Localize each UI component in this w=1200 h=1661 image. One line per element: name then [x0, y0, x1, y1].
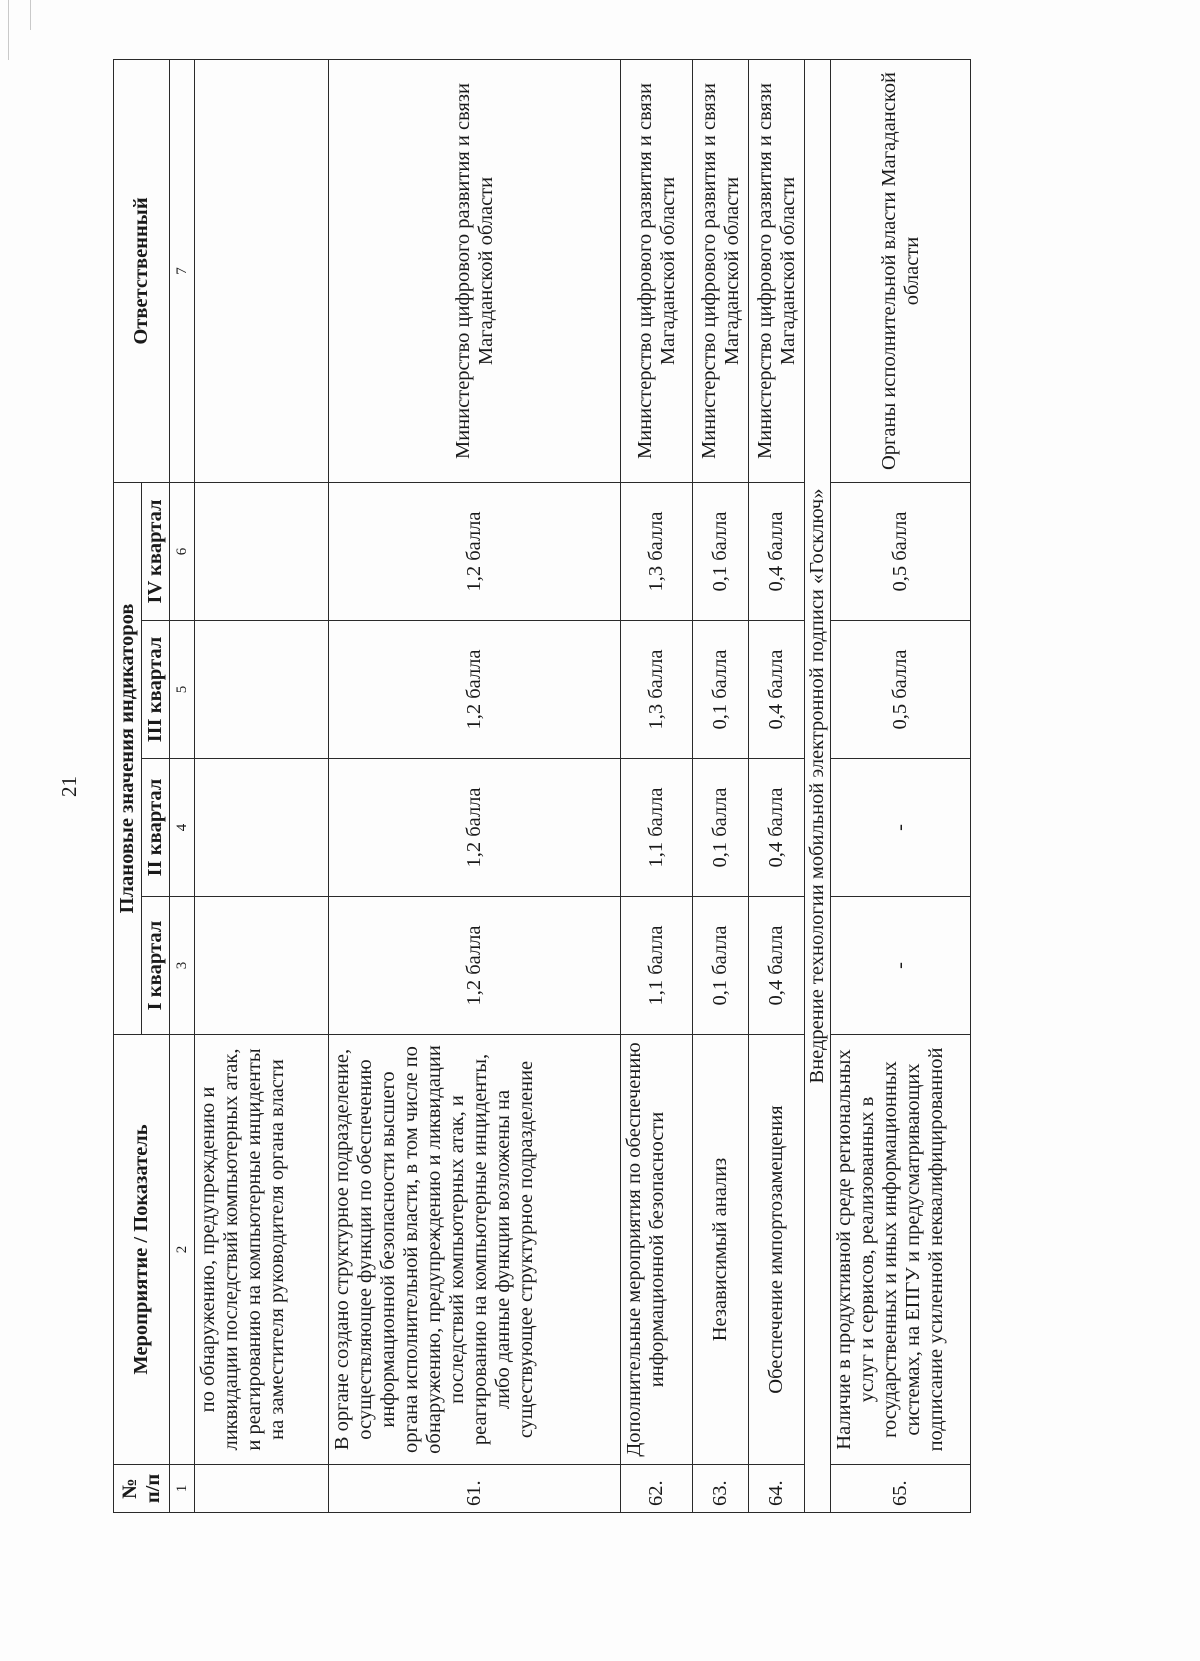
header-number: № п/п [114, 1465, 170, 1513]
header-responsible: Ответственный [114, 60, 170, 483]
row-q2: - [831, 759, 971, 897]
column-number: 5 [170, 621, 195, 759]
row-q1: - [831, 897, 971, 1035]
table-row [831, 60, 971, 1513]
header-plan-values: Плановые значения индикаторов [114, 483, 142, 1035]
row-q3: 0,5 балла [831, 621, 971, 759]
row-q3: 1,3 балла [621, 621, 693, 759]
row-responsible: Министерство цифрового развития и связи Магаданской области [329, 60, 621, 483]
row-q4: 1,2 балла [329, 483, 621, 621]
row-q3: 1,2 балла [329, 621, 621, 759]
row-q3: 0,4 балла [749, 621, 805, 759]
column-number: 6 [170, 483, 195, 621]
row-number: 63. [693, 1465, 749, 1513]
column-numbers-row [170, 60, 195, 1513]
row-q4: 0,5 балла [831, 483, 971, 621]
row-q1: 0,1 балла [693, 897, 749, 1035]
table-row [195, 60, 329, 1513]
row-event: Наличие в продуктивной среде региональных услуг и сервисов, реализованных в государственных и иных информационных системах, на ЕПГУ и предусматривающих подписание усиленной неквалифицированной [831, 1035, 971, 1465]
row-event: В органе создано структурное подразделение, осуществляющее функции по обеспечению информационной безопасности высшего органа исполнительной власти, в том числе по обнаружению, предупреждению и ликвидации последствий компьютерных атак, и реагированию на компьютерные инциденты, либо данные функции возложены на существующее структурное подразделение [329, 1035, 621, 1465]
row-q2 [195, 759, 329, 897]
row-q4: 1,3 балла [621, 483, 693, 621]
header-q3: III квартал [142, 621, 170, 759]
row-responsible: Министерство цифрового развития и связи Магаданской области [693, 60, 749, 483]
header-q2: II квартал [142, 759, 170, 897]
row-q1 [195, 897, 329, 1035]
row-responsible [195, 60, 329, 483]
row-responsible: Органы исполнительной власти Магаданской области [831, 60, 971, 483]
header-q4: IV квартал [142, 483, 170, 621]
row-q1: 0,4 балла [749, 897, 805, 1035]
row-event: по обнаружению, предупреждению и ликвидации последствий компьютерных атак, и реагированию на компьютерные инциденты на заместителя руководителя органа власти [195, 1035, 329, 1465]
section-row [805, 60, 831, 1513]
row-responsible: Министерство цифрового развития и связи Магаданской области [621, 60, 693, 483]
row-q2: 1,1 балла [621, 759, 693, 897]
row-event: Дополнительные мероприятия по обеспечению информационной безопасности [621, 1035, 693, 1465]
scan-edge-mark [30, 0, 31, 30]
page-number: 21 [57, 776, 81, 797]
table-row [621, 60, 693, 1513]
row-q3: 0,1 балла [693, 621, 749, 759]
row-q2: 0,1 балла [693, 759, 749, 897]
section-title: Внедрение технологии мобильной электронной подписи «Госключ» [805, 60, 831, 1513]
row-q4: 0,4 балла [749, 483, 805, 621]
table-row [329, 60, 621, 1513]
scan-edge-mark [8, 0, 9, 60]
plan-table [113, 59, 971, 1513]
table-row [749, 60, 805, 1513]
row-q1: 1,1 балла [621, 897, 693, 1035]
row-event: Независимый анализ [693, 1035, 749, 1465]
row-number [195, 1465, 329, 1513]
rotated-content [57, 60, 1053, 1513]
header-row-1 [114, 60, 142, 1513]
table-row [693, 60, 749, 1513]
row-q3 [195, 621, 329, 759]
row-q4: 0,1 балла [693, 483, 749, 621]
column-number: 1 [170, 1465, 195, 1513]
row-q1: 1,2 балла [329, 897, 621, 1035]
row-number: 64. [749, 1465, 805, 1513]
row-responsible: Министерство цифрового развития и связи Магаданской области [749, 60, 805, 483]
row-number: 65. [831, 1465, 971, 1513]
row-q4 [195, 483, 329, 621]
row-number: 62. [621, 1465, 693, 1513]
header-event: Мероприятие / Показатель [114, 1035, 170, 1465]
row-q2: 0,4 балла [749, 759, 805, 897]
header-q1: I квартал [142, 897, 170, 1035]
row-event: Обеспечение импортозамещения [749, 1035, 805, 1465]
column-number: 3 [170, 897, 195, 1035]
row-q2: 1,2 балла [329, 759, 621, 897]
row-number: 61. [329, 1465, 621, 1513]
column-number: 2 [170, 1035, 195, 1465]
column-number: 4 [170, 759, 195, 897]
column-number: 7 [170, 60, 195, 483]
